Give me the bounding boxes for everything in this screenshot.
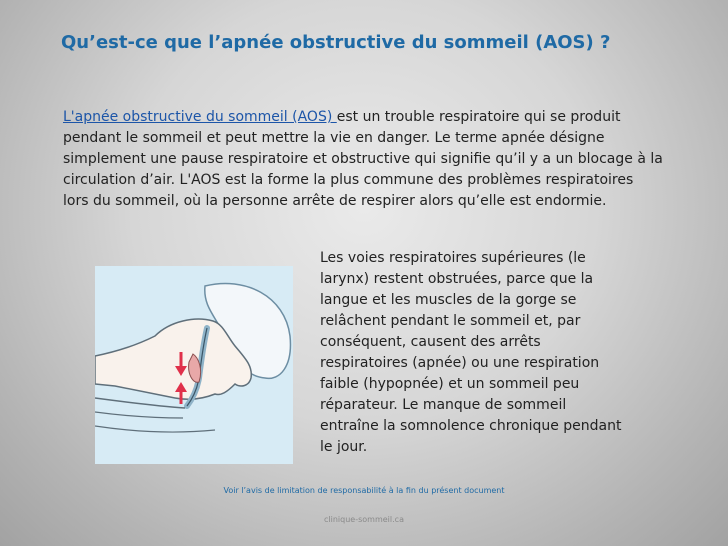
slide-title: Qu’est-ce que l’apnée obstructive du sommeil (AOS) ?	[61, 32, 611, 53]
intro-paragraph	[63, 107, 663, 212]
airway-obstruction-illustration	[95, 266, 293, 464]
footer-site: clinique-sommeil.ca	[324, 515, 404, 524]
intro-term-link[interactable]: L'apnée obstructive du sommeil (AOS)	[63, 109, 337, 125]
side-paragraph: Les voies respiratoires supérieures (le larynx) restent obstruées, parce que la langue et les muscles de la gorge se relâchent pendant le sommeil et, par conséquent, causent des arrêts respiratoires (apnée) ou une respiration faible (hypopnée) et un sommeil peu réparateur. Le manque de sommeil entraîne la somnolence chronique pendant le jour.	[320, 250, 622, 455]
airway-illustration-icon	[95, 266, 293, 464]
intro-text: est un trouble respiratoire qui se produit pendant le sommeil et peut mettre la vie en danger. Le terme apnée désigne simplement une pause respiratoire et obstructive qui signifie qu’il y a un blocage à la circulation d’air. L'AOS est la forme la plus commune des problèmes respiratoires lors du sommeil, où la personne arrête de respirer alors qu’elle est endormie.	[63, 109, 663, 209]
disclaimer-link[interactable]: Voir l’avis de limitation de responsabilité à la fin du présent document	[223, 486, 505, 495]
